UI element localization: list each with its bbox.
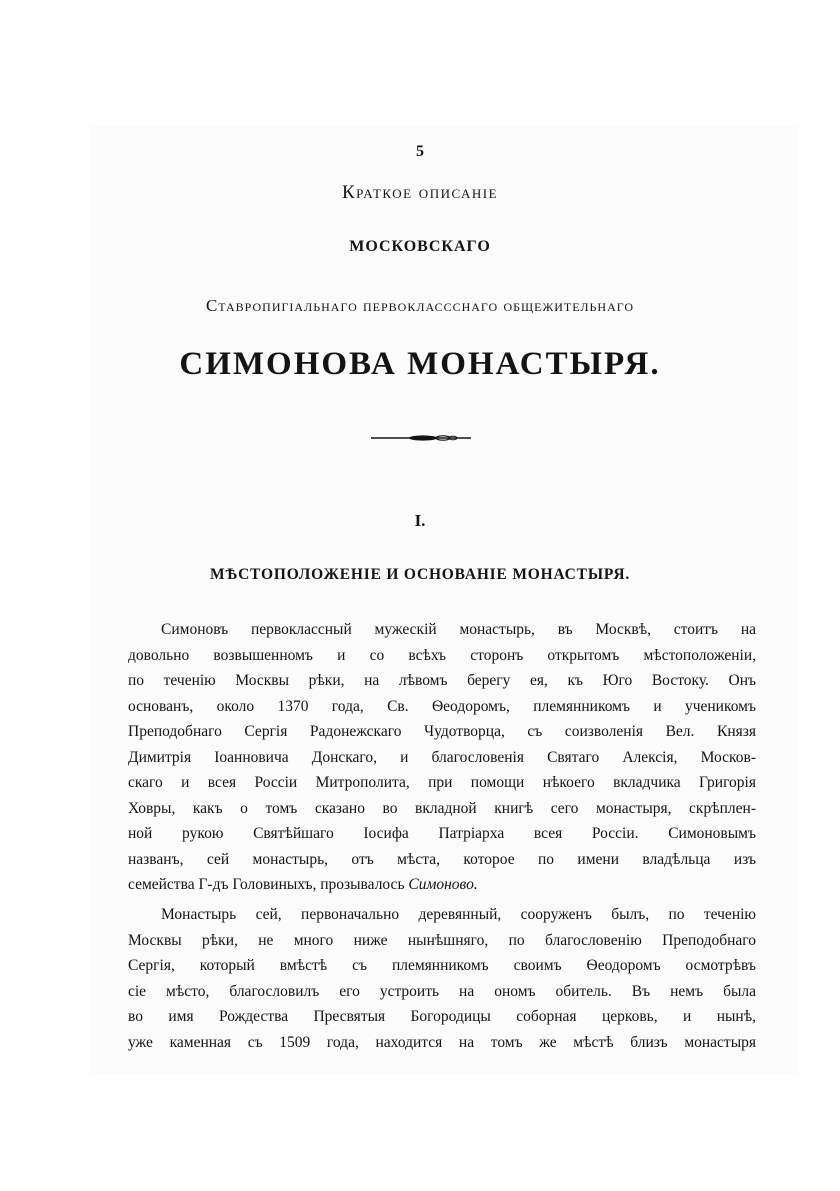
- text-line: ной рукою Святѣйшаго Іосифа Патріарха всея Россіи. Симоновымъ: [128, 825, 756, 842]
- text-line: Димитрія Іоанновича Донскаго, и благословенія Святаго Алексія, Москов-: [128, 748, 756, 766]
- text-line: Преподобнаго Сергія Радонежскаго Чудотворца, съ соизволенія Вел. Князя: [128, 723, 756, 740]
- title-line-1: Краткое описаніе: [341, 182, 499, 203]
- text-line: уже каменная съ 1509 года, находится на томъ же мѣстѣ близъ монастыря: [128, 1033, 756, 1051]
- page-number: 5: [416, 143, 424, 160]
- text-line: Симоновъ первоклассный мужескій монастырь, въ Москвѣ, стоитъ на: [161, 621, 756, 638]
- text-line: сіе мѣсто, благословилъ его устроить на ономъ обитель. Въ немъ была: [128, 982, 756, 1000]
- section-title: МѢСТОПОЛОЖЕНІЕ И ОСНОВАНІЕ МОНАСТЫРЯ.: [210, 566, 630, 583]
- text-line: во имя Рождества Пресвятыя Богородицы соборная церковь, и нынѣ,: [128, 1008, 756, 1025]
- text-line: основанъ, около 1370 года, Св. Ѳеодоромъ, племянникомъ и ученикомъ: [128, 697, 756, 715]
- ornament-divider: [371, 433, 471, 443]
- text-line: Монастырь сей, первоначально деревянный, сооруженъ былъ, по теченію: [161, 906, 756, 923]
- text-line-prefix: семейства Г-дъ Головиныхъ, прозывалось: [128, 876, 409, 893]
- text-line: по теченію Москвы рѣки, на лѣвомъ берегу ея, къ Юго Востоку. Онъ: [128, 672, 756, 689]
- text-line: Москвы рѣки, не много ниже нынѣшняго, по благословенію Преподобнаго: [128, 931, 756, 949]
- text-line: Ховры, какъ о томъ сказано во вкладной книгѣ сего монастыря, скрѣплен-: [128, 799, 756, 817]
- title-line-2: МОСКОВСКАГО: [349, 238, 491, 255]
- text-line: скаго и всея Россіи Митрополита, при помощи нѣкоего вкладчика Григорія: [128, 774, 756, 791]
- text-line: довольно возвышенномъ и со всѣхъ сторонъ открытомъ мѣстоположеніи,: [128, 646, 756, 664]
- section-number: I.: [414, 511, 426, 530]
- place-name-italic: Симоново.: [408, 876, 478, 893]
- text-line: названъ, сей монастырь, отъ мѣста, которое по имени владѣльца изъ: [128, 850, 756, 868]
- text-line: Сергія, который вмѣстѣ съ племянникомъ своимъ Ѳеодоромъ осмотрѣвъ: [128, 957, 756, 974]
- paragraph-1: [128, 617, 756, 898]
- title-line-4: СИМОНОВА МОНАСТЫРЯ.: [179, 346, 661, 382]
- text-line: [128, 872, 756, 898]
- paragraph-2: [128, 902, 756, 1055]
- title-line-3: Ставропигіальнаго первоклассснаго общежительнаго: [205, 296, 635, 315]
